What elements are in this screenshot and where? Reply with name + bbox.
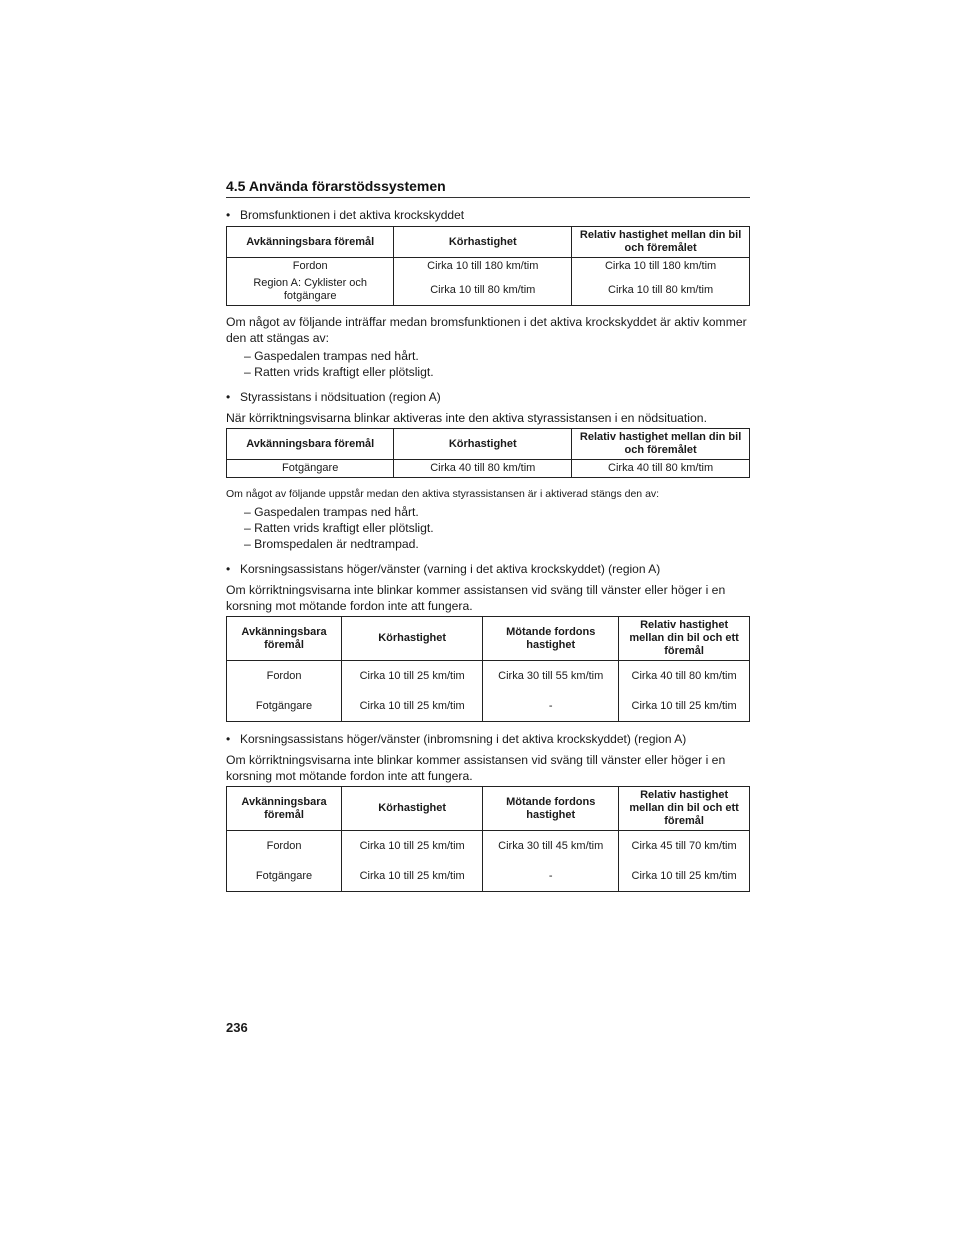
- table-cell: Cirka 45 till 70 km/tim: [619, 831, 750, 862]
- table-row: [227, 831, 750, 862]
- bullet-text: Korsningsassistans höger/vänster (varning i det aktiva krockskyddet) (region A): [240, 562, 661, 576]
- table-header: Körhastighet: [342, 617, 483, 661]
- section-title: 4.5 Använda förarstödssystemen: [226, 178, 750, 198]
- list-item: – Bromspedalen är nedtrampad.: [244, 537, 419, 551]
- paragraph: Om något av följande uppstår medan den aktiva styrassistansen är i aktiverad stängs den av:: [226, 488, 660, 500]
- table-cell: Cirka 10 till 180 km/tim: [394, 258, 572, 276]
- table-cell: Cirka 40 till 80 km/tim: [394, 460, 572, 478]
- document-page: [226, 178, 750, 900]
- table-cell: Fotgängare: [227, 861, 342, 892]
- table-cell: Cirka 40 till 80 km/tim: [619, 661, 750, 692]
- paragraph: Om körriktningsvisarna inte blinkar kommer assistansen vid sväng till vänster eller höger i en korsning mot mötande fordon inte att fungera.: [226, 583, 726, 613]
- table-header: Avkänningsbara föremål: [227, 429, 394, 460]
- paragraph: Om något av följande inträffar medan bromsfunktionen i det aktiva krockskyddet är aktiv kommer den att stängas av:: [226, 315, 747, 345]
- table-cell: Cirka 10 till 25 km/tim: [619, 691, 750, 722]
- table-header: Mötande fordons hastighet: [483, 617, 619, 661]
- table-header: Relativ hastighet mellan din bil och föremålet: [572, 227, 750, 258]
- table-cell: Cirka 10 till 80 km/tim: [572, 275, 750, 306]
- table-cell: -: [483, 691, 619, 722]
- bullet-dot: •: [226, 562, 231, 576]
- table-row: [227, 691, 750, 722]
- table-cell: -: [483, 861, 619, 892]
- table-cell: Region A: Cyklister och fotgängare: [227, 275, 394, 306]
- table-cell: Fordon: [227, 831, 342, 862]
- table-cell: Cirka 10 till 25 km/tim: [342, 861, 483, 892]
- bullet-dot: •: [226, 390, 231, 404]
- table-cell: Fotgängare: [227, 460, 394, 478]
- table-junction-braking: [226, 786, 750, 892]
- bullet-dot: •: [226, 208, 231, 222]
- table-header: Relativ hastighet mellan din bil och ett föremål: [619, 787, 750, 831]
- table-header: Körhastighet: [394, 429, 572, 460]
- table-cell: Cirka 10 till 25 km/tim: [342, 831, 483, 862]
- table-header: Avkänningsbara föremål: [227, 227, 394, 258]
- bullet-emergency-steering: [226, 390, 750, 404]
- table-row: [227, 275, 750, 306]
- table-header: Körhastighet: [342, 787, 483, 831]
- list-item: – Gaspedalen trampas ned hårt.: [244, 505, 419, 519]
- table-cell: Fotgängare: [227, 691, 342, 722]
- table-header: Relativ hastighet mellan din bil och föremålet: [572, 429, 750, 460]
- paragraph: När körriktningsvisarna blinkar aktiveras inte den aktiva styrassistansen i en nödsituation.: [226, 411, 707, 425]
- table-header: Avkänningsbara föremål: [227, 617, 342, 661]
- table-header: Mötande fordons hastighet: [483, 787, 619, 831]
- table-cell: Cirka 30 till 45 km/tim: [483, 831, 619, 862]
- table-row: [227, 861, 750, 892]
- table-header: Körhastighet: [394, 227, 572, 258]
- table-braking: [226, 226, 750, 306]
- table-cell: Fordon: [227, 661, 342, 692]
- page-number: 236: [226, 1020, 248, 1035]
- list-item: – Ratten vrids kraftigt eller plötsligt.: [244, 365, 434, 379]
- table-row: [227, 661, 750, 692]
- table-cell: Cirka 10 till 25 km/tim: [619, 861, 750, 892]
- list-item: – Ratten vrids kraftigt eller plötsligt.: [244, 521, 434, 535]
- table-cell: Cirka 10 till 180 km/tim: [572, 258, 750, 276]
- paragraph: Om körriktningsvisarna inte blinkar kommer assistansen vid sväng till vänster eller höger i en korsning mot mötande fordon inte att fungera.: [226, 753, 726, 783]
- table-header: Relativ hastighet mellan din bil och ett föremål: [619, 617, 750, 661]
- list-item: – Gaspedalen trampas ned hårt.: [244, 349, 419, 363]
- table-header: Avkänningsbara föremål: [227, 787, 342, 831]
- bullet-dot: •: [226, 732, 231, 746]
- bullet-junction-warning: [226, 562, 750, 576]
- table-cell: Cirka 40 till 80 km/tim: [572, 460, 750, 478]
- table-cell: Cirka 30 till 55 km/tim: [483, 661, 619, 692]
- table-cell: Cirka 10 till 25 km/tim: [342, 691, 483, 722]
- table-row: [227, 258, 750, 276]
- bullet-braking: [226, 208, 750, 222]
- table-cell: Cirka 10 till 25 km/tim: [342, 661, 483, 692]
- table-cell: Fordon: [227, 258, 394, 276]
- bullet-text: Korsningsassistans höger/vänster (inbromsning i det aktiva krockskyddet) (region A): [240, 732, 687, 746]
- table-cell: Cirka 10 till 80 km/tim: [394, 275, 572, 306]
- table-emergency-steering: [226, 428, 750, 478]
- table-junction-warning: [226, 616, 750, 722]
- bullet-text: Bromsfunktionen i det aktiva krockskyddet: [240, 208, 465, 222]
- bullet-text: Styrassistans i nödsituation (region A): [240, 390, 441, 404]
- table-row: [227, 460, 750, 478]
- bullet-junction-braking: [226, 732, 750, 746]
